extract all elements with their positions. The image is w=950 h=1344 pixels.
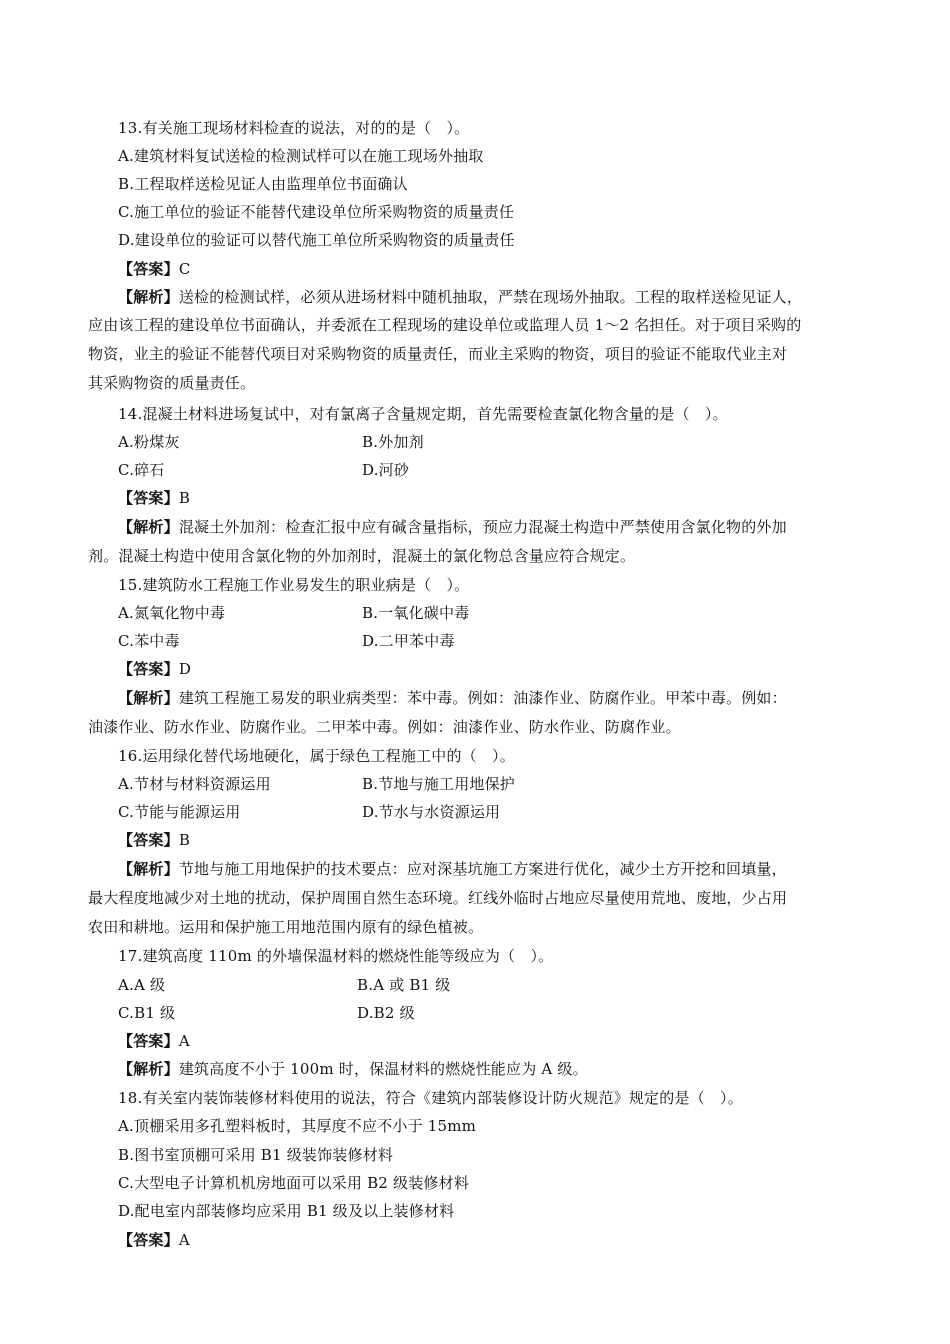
question-17-answer xyxy=(118,1030,190,1052)
answer-tag: 【答案】 xyxy=(118,660,179,678)
answer-value: C xyxy=(178,260,191,278)
question-16-analysis-line-2: 最大程度地减少对土地的扰动，保护周围自然生态环境。红线外临时占地应尽量使用荒地、废地，少占用 xyxy=(88,889,788,907)
question-17-option-c: C.B1 级 xyxy=(118,1004,176,1022)
analysis-text: 送检的检测试样，必须从进场材料中随机抽取，严禁在现场外抽取。工程的取样送检见证人， xyxy=(178,288,803,306)
question-17-option-a: A.A 级 xyxy=(118,976,166,994)
question-14-option-c: C.碎石 xyxy=(118,461,165,479)
question-13-option-d: D.建设单位的验证可以替代施工单位所采购物资的质量责任 xyxy=(118,231,515,249)
answer-value: B xyxy=(178,831,191,849)
question-16-option-a: A.节材与材料资源运用 xyxy=(118,775,271,793)
question-15-stem: 15.建筑防水工程施工作业易发生的职业病是（ ）。 xyxy=(118,576,470,594)
answer-value: A xyxy=(178,1032,190,1050)
question-15-option-c: C.苯中毒 xyxy=(118,632,180,650)
question-13-option-c: C.施工单位的验证不能替代建设单位所采购物资的质量责任 xyxy=(118,203,515,221)
analysis-tag: 【解析】 xyxy=(118,518,179,536)
question-16-stem: 16.运用绿化替代场地硬化，属于绿色工程施工中的（ ）。 xyxy=(118,747,515,765)
analysis-text: 建筑高度不小于 100m 时，保温材料的燃烧性能应为 A 级。 xyxy=(178,1060,588,1078)
question-13-analysis-line-3: 物资，业主的验证不能替代项目对采购物资的质量责任，而业主采购的物资，项目的验证不能取代业主对 xyxy=(88,345,788,363)
question-13-stem: 13.有关施工现场材料检查的说法，对的的是（ ）。 xyxy=(118,119,470,137)
answer-tag: 【答案】 xyxy=(118,1032,179,1050)
question-16-option-b: B.节地与施工用地保护 xyxy=(362,775,515,793)
answer-tag: 【答案】 xyxy=(118,489,179,507)
answer-tag: 【答案】 xyxy=(118,260,179,278)
answer-value: D xyxy=(178,660,192,678)
analysis-text: 建筑工程施工易发的职业病类型：苯中毒。例如：油漆作业、防腐作业。甲苯中毒。例如： xyxy=(178,689,787,707)
question-14-option-b: B.外加剂 xyxy=(362,433,424,451)
question-13-analysis-line-4: 其采购物资的质量责任。 xyxy=(88,374,256,392)
question-14-stem: 14.混凝土材料进场复试中，对有氯离子含量规定期，首先需要检查氯化物含量的是（ ）。 xyxy=(118,405,728,423)
question-17-analysis-line-1 xyxy=(118,1058,588,1080)
question-18-option-c: C.大型电子计算机机房地面可以采用 B2 级装修材料 xyxy=(118,1174,470,1192)
question-13-option-b: B.工程取样送检见证人由监理单位书面确认 xyxy=(118,175,408,193)
question-15-option-a: A.氮氧化物中毒 xyxy=(118,604,226,622)
question-14-analysis-line-1 xyxy=(118,516,787,538)
question-13-analysis-line-1 xyxy=(118,286,802,308)
analysis-text: 混凝土外加剂：检查汇报中应有碱含量指标，预应力混凝土构造中严禁使用含氯化物的外加 xyxy=(178,518,787,536)
question-14-option-d: D.河砂 xyxy=(362,461,410,479)
answer-value: B xyxy=(178,489,191,507)
question-18-option-b: B.图书室顶棚可采用 B1 级装饰装修材料 xyxy=(118,1146,394,1164)
answer-value: A xyxy=(178,1231,190,1249)
analysis-tag: 【解析】 xyxy=(118,860,179,878)
analysis-text: 节地与施工用地保护的技术要点：应对深基坑施工方案进行优化，减少土方开挖和回填量， xyxy=(178,860,787,878)
question-17-option-d: D.B2 级 xyxy=(357,1004,415,1022)
question-13-analysis-line-2: 应由该工程的建设单位书面确认，并委派在工程现场的建设单位或监理人员 1～2 名担任。对于项目采购的 xyxy=(88,316,802,334)
question-18-option-d: D.配电室内部装修均应采用 B1 级及以上装修材料 xyxy=(118,1202,455,1220)
question-14-option-a: A.粉煤灰 xyxy=(118,433,180,451)
question-13-answer xyxy=(118,258,191,280)
question-18-answer xyxy=(118,1229,190,1251)
question-16-answer xyxy=(118,829,190,851)
answer-tag: 【答案】 xyxy=(118,1231,179,1249)
question-16-option-d: D.节水与水资源运用 xyxy=(362,803,501,821)
question-17-option-b: B.A 或 B1 级 xyxy=(357,976,451,994)
question-15-analysis-line-2: 油漆作业、防水作业、防腐作业。二甲苯中毒。例如：油漆作业、防水作业、防腐作业。 xyxy=(88,718,681,736)
question-17-stem: 17.建筑高度 110m 的外墙保温材料的燃烧性能等级应为（ ）。 xyxy=(118,947,554,965)
analysis-tag: 【解析】 xyxy=(118,1060,179,1078)
question-14-analysis-line-2: 剂。混凝土构造中使用含氯化物的外加剂时，混凝土的氯化物总含量应符合规定。 xyxy=(88,547,636,565)
answer-tag: 【答案】 xyxy=(118,831,179,849)
question-15-analysis-line-1 xyxy=(118,687,787,709)
question-14-answer xyxy=(118,487,190,509)
analysis-tag: 【解析】 xyxy=(118,288,179,306)
analysis-tag: 【解析】 xyxy=(118,689,179,707)
question-15-option-b: B.一氧化碳中毒 xyxy=(362,604,470,622)
question-13-option-a: A.建筑材料复试送检的检测试样可以在施工现场外抽取 xyxy=(118,147,484,165)
question-18-stem: 18.有关室内装饰装修材料使用的说法，符合《建筑内部装修设计防火规范》规定的是（ ）。 xyxy=(118,1089,743,1107)
question-16-analysis-line-1 xyxy=(118,858,787,880)
question-15-answer xyxy=(118,658,191,680)
question-16-option-c: C.节能与能源运用 xyxy=(118,803,241,821)
question-15-option-d: D.二甲苯中毒 xyxy=(362,632,455,650)
question-18-option-a: A.顶棚采用多孔塑料板时，其厚度不应不小于 15mm xyxy=(118,1117,477,1135)
question-16-analysis-line-3: 农田和耕地。运用和保护施工用地范围内原有的绿色植被。 xyxy=(88,918,484,936)
